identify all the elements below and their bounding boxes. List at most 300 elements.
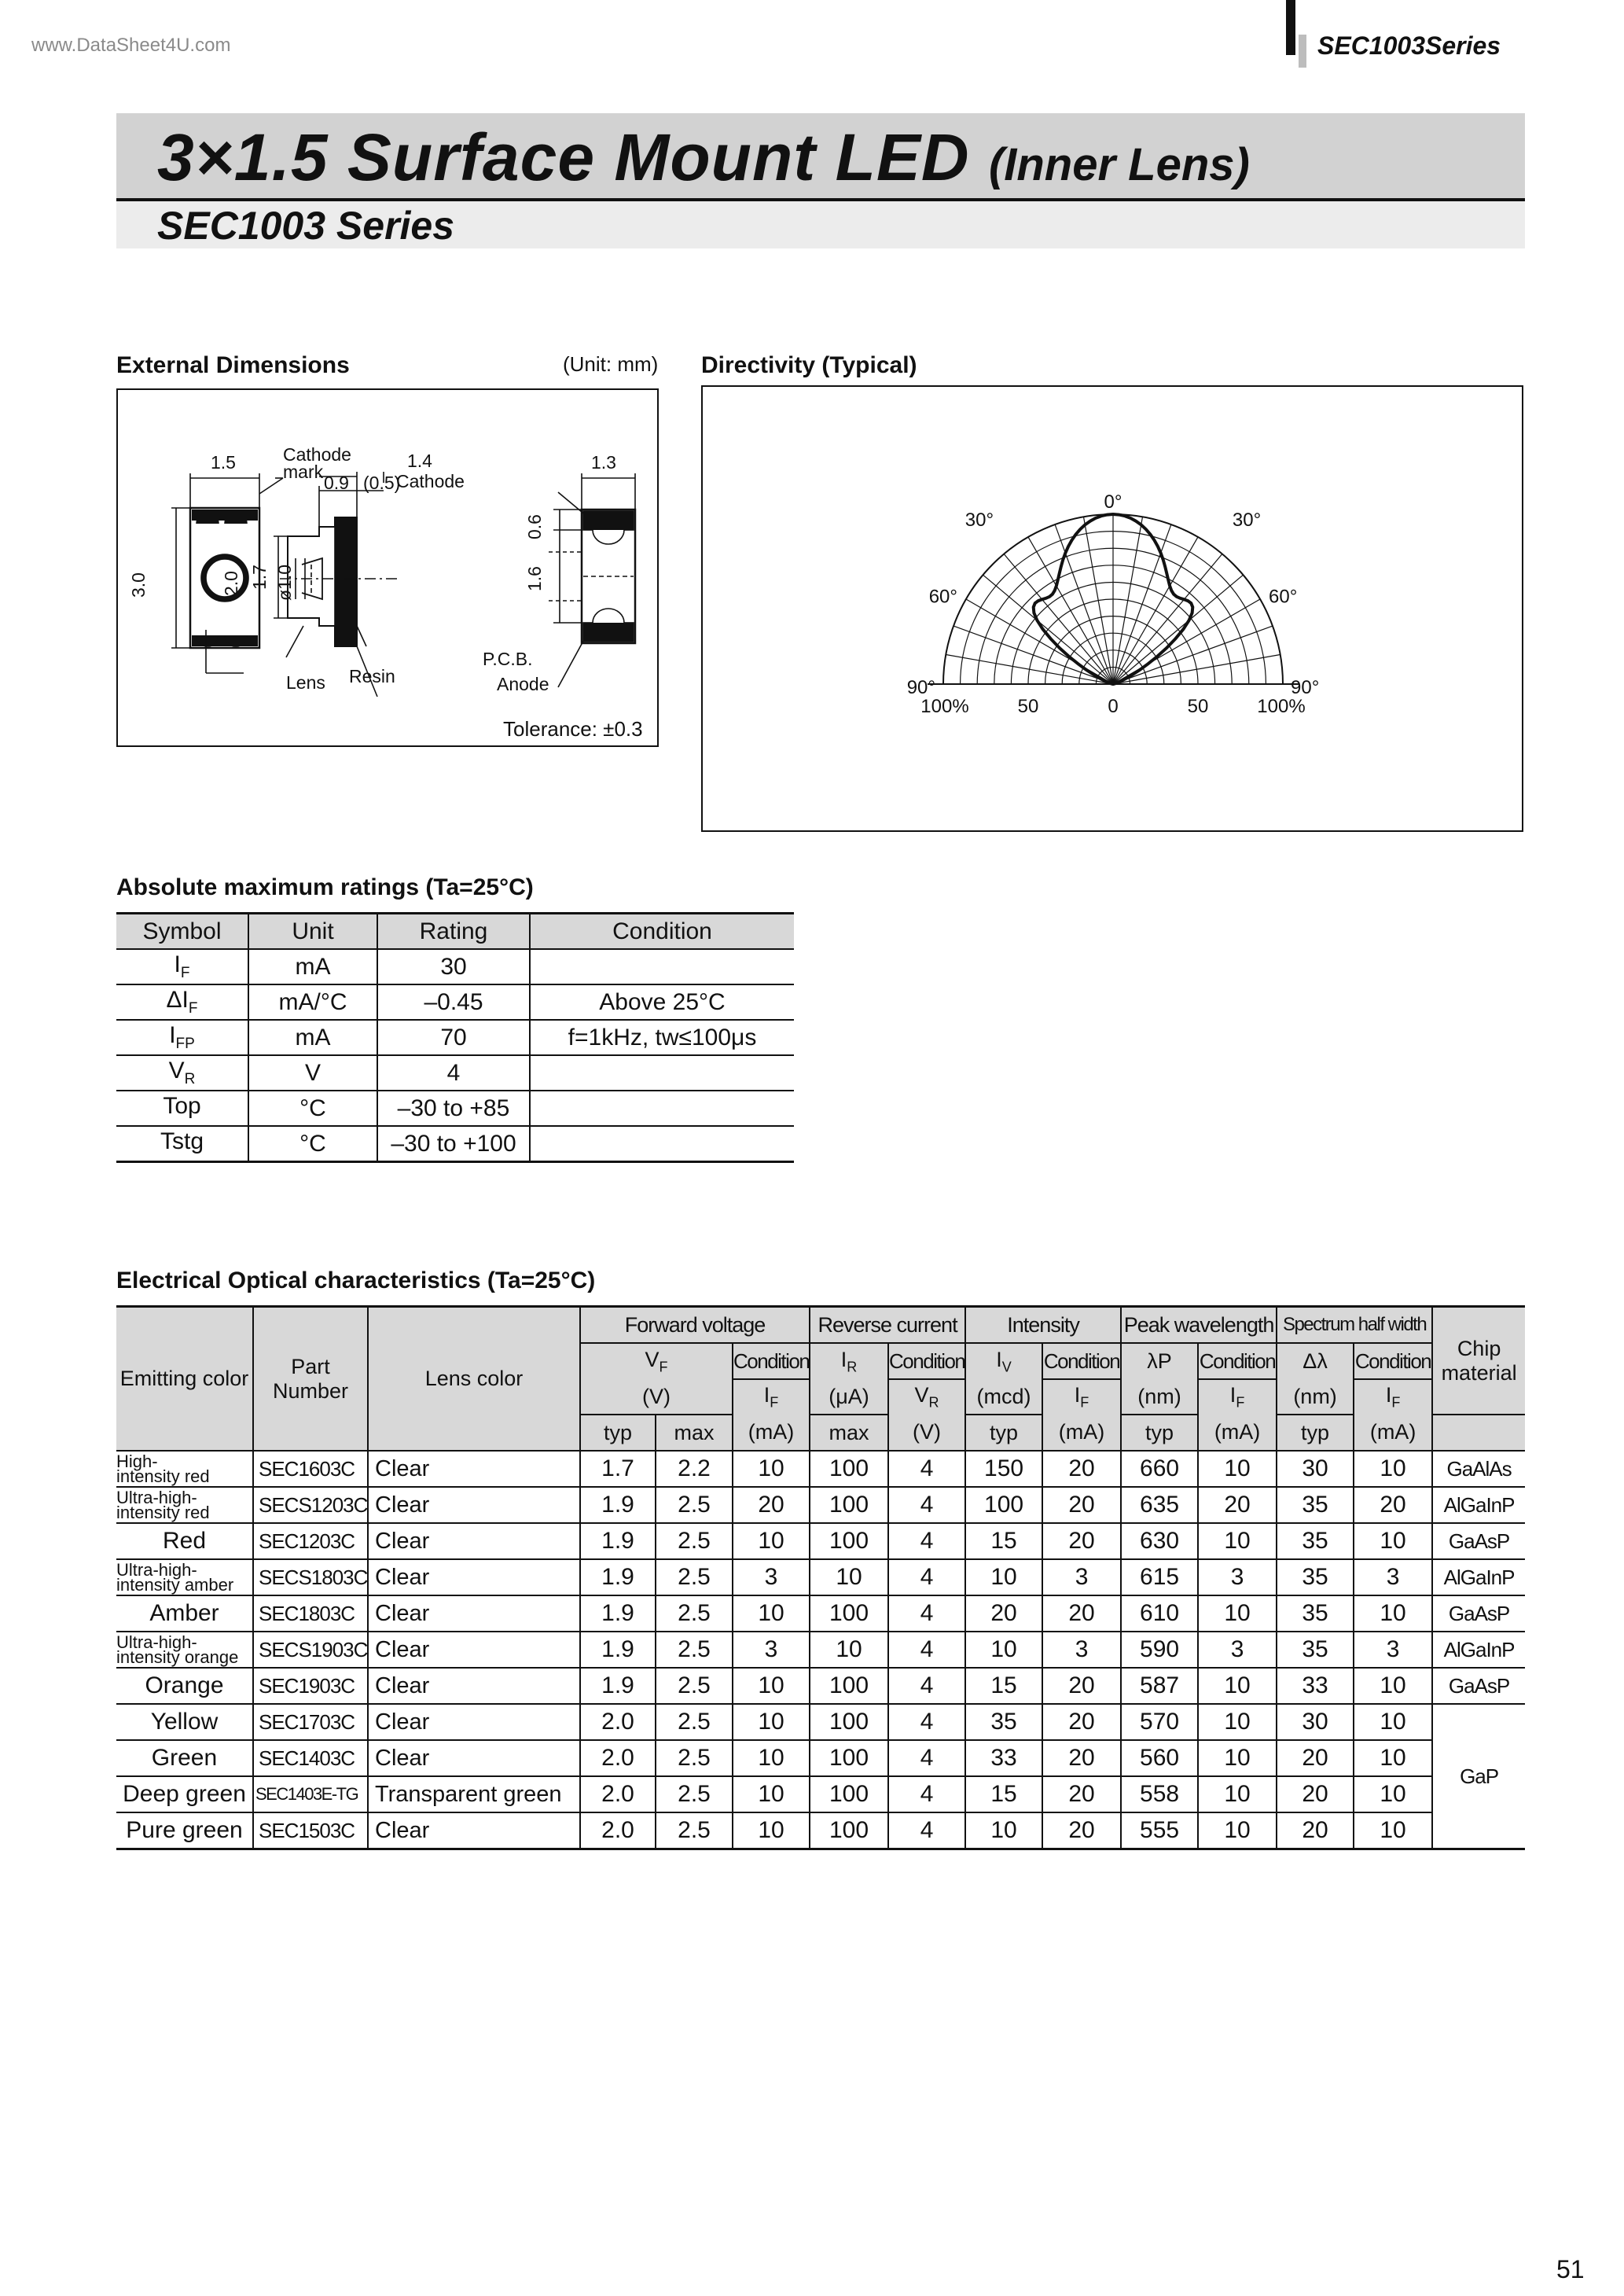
hdr-ir: $I_R$ — [810, 1343, 888, 1379]
hdr-dl-cond-if: $I_F$ — [1354, 1379, 1432, 1415]
abs-rating: 70 — [377, 1020, 530, 1055]
eo-vf-max: 2.5 — [656, 1812, 733, 1849]
col-symbol: Symbol — [116, 914, 248, 950]
eo-ir-vr: 4 — [888, 1595, 965, 1632]
eo-vf-if: 20 — [733, 1487, 810, 1523]
eo-lp-typ: 560 — [1121, 1740, 1198, 1776]
eo-vf-typ: 1.9 — [580, 1523, 656, 1559]
hdr-iv-unit: (mcd) — [965, 1379, 1042, 1415]
eo-vf-if: 3 — [733, 1559, 810, 1595]
hdr-chip-material: Chip material — [1432, 1307, 1525, 1415]
eo-dl-typ: 20 — [1277, 1776, 1354, 1812]
eo-dl-typ: 35 — [1277, 1523, 1354, 1559]
eo-chip-material: AlGaInP — [1432, 1632, 1525, 1668]
hdr-lp-ma: (mA) — [1198, 1415, 1277, 1451]
eo-vf-if: 10 — [733, 1776, 810, 1812]
dimensions-drawing — [118, 390, 657, 745]
eo-lens-color: Clear — [368, 1595, 580, 1632]
eo-lens-color: Clear — [368, 1632, 580, 1668]
eo-ir-vr: 4 — [888, 1740, 965, 1776]
angle-label-90-left: 90° — [906, 677, 935, 698]
eo-lp-if: 3 — [1198, 1559, 1277, 1595]
angle-label-90-right: 90° — [1291, 677, 1320, 698]
eo-dl-typ: 35 — [1277, 1487, 1354, 1523]
dim-label-lens-height: 1.7 — [249, 565, 270, 590]
dim-label-lens: Lens — [286, 672, 325, 693]
hdr-dl-unit: (nm) — [1277, 1379, 1354, 1415]
eo-chip-material: GaAsP — [1432, 1668, 1525, 1704]
eo-dl-if: 3 — [1354, 1632, 1432, 1668]
eo-ir-vr: 4 — [888, 1559, 965, 1595]
eo-vf-max: 2.5 — [656, 1559, 733, 1595]
eo-iv-if: 20 — [1042, 1487, 1121, 1523]
eo-lens-color: Transparent green — [368, 1776, 580, 1812]
eo-chip-material: GaAsP — [1432, 1523, 1525, 1559]
header-bar-mark — [1286, 0, 1295, 55]
eo-chip-material-gap: GaP — [1432, 1704, 1525, 1849]
eo-vf-if: 10 — [733, 1668, 810, 1704]
eo-vf-typ: 2.0 — [580, 1704, 656, 1740]
eo-emitting-color: High- intensity red — [116, 1451, 253, 1487]
eo-emitting-color: Amber — [116, 1595, 253, 1632]
eo-lp-typ: 555 — [1121, 1812, 1198, 1849]
eo-part-number: SEC1403E-TG — [253, 1776, 368, 1812]
eo-part-number: SEC1403C — [253, 1740, 368, 1776]
eo-ir-max: 100 — [810, 1812, 888, 1849]
eo-dl-if: 20 — [1354, 1487, 1432, 1523]
eo-ir-vr: 4 — [888, 1632, 965, 1668]
eo-row — [116, 1632, 1525, 1668]
eo-vf-if: 10 — [733, 1740, 810, 1776]
eo-dl-if: 10 — [1354, 1668, 1432, 1704]
abs-max-heading: Absolute maximum ratings (Ta=25°C) — [116, 874, 534, 900]
eo-emitting-color: Pure green — [116, 1812, 253, 1849]
hdr-vf-max: max — [656, 1415, 733, 1451]
abs-max-row — [116, 949, 794, 984]
eo-vf-max: 2.5 — [656, 1487, 733, 1523]
abs-unit: °C — [248, 1126, 377, 1162]
eo-row — [116, 1704, 1525, 1740]
eo-part-number: SECS1203C — [253, 1487, 368, 1523]
eo-row — [116, 1595, 1525, 1632]
angle-label-60-right: 60° — [1269, 586, 1298, 608]
eo-lens-color: Clear — [368, 1812, 580, 1849]
hdr-ir-max: max — [810, 1415, 888, 1451]
hdr-lp-cond-if: $I_F$ — [1198, 1379, 1277, 1415]
eo-ir-max: 100 — [810, 1487, 888, 1523]
scale-label-50-left: 50 — [1017, 696, 1039, 717]
eo-vf-if: 10 — [733, 1523, 810, 1559]
scale-label-50-right: 50 — [1187, 696, 1209, 717]
unit-note: (Unit: mm) — [563, 352, 659, 376]
hdr-vf-condition: Condition — [733, 1343, 810, 1379]
hdr-chip-blank — [1432, 1415, 1525, 1451]
external-dimensions-heading: External Dimensions — [116, 352, 350, 378]
dim-label-total-height: 3.0 — [128, 572, 149, 598]
eo-ir-vr: 4 — [888, 1776, 965, 1812]
hdr-vf: $V_F$ — [580, 1343, 733, 1379]
eo-lp-if: 10 — [1198, 1812, 1277, 1849]
eo-lens-color: Clear — [368, 1704, 580, 1740]
dim-label-pcb: P.C.B. — [483, 649, 533, 669]
abs-max-row — [116, 984, 794, 1020]
eo-lp-typ: 590 — [1121, 1632, 1198, 1668]
eo-vf-if: 3 — [733, 1632, 810, 1668]
eo-vf-typ: 2.0 — [580, 1740, 656, 1776]
eo-part-number: SECS1903C — [253, 1632, 368, 1668]
eo-iv-if: 20 — [1042, 1704, 1121, 1740]
hdr-emitting-color: Emitting color — [116, 1307, 253, 1452]
eo-emitting-color: Green — [116, 1740, 253, 1776]
hdr-vf-ma: (mA) — [733, 1415, 810, 1451]
eo-emitting-color: Deep green — [116, 1776, 253, 1812]
eo-ir-max: 100 — [810, 1704, 888, 1740]
hdr-dl-ma: (mA) — [1354, 1415, 1432, 1451]
eo-iv-if: 20 — [1042, 1776, 1121, 1812]
eo-heading: Electrical Optical characteristics (Ta=25°C) — [116, 1268, 596, 1293]
abs-max-row — [116, 1020, 794, 1055]
eo-row — [116, 1487, 1525, 1523]
eo-dl-if: 10 — [1354, 1812, 1432, 1849]
eo-vf-max: 2.5 — [656, 1776, 733, 1812]
eo-ir-vr: 4 — [888, 1704, 965, 1740]
eo-iv-typ: 10 — [965, 1812, 1042, 1849]
eo-table — [116, 1305, 1525, 1850]
eo-lens-color: Clear — [368, 1668, 580, 1704]
eo-lp-if: 10 — [1198, 1595, 1277, 1632]
eo-ir-max: 100 — [810, 1595, 888, 1632]
eo-iv-if: 3 — [1042, 1559, 1121, 1595]
eo-lp-if: 20 — [1198, 1487, 1277, 1523]
eo-lp-if: 10 — [1198, 1740, 1277, 1776]
angle-label-0: 0° — [1104, 491, 1122, 513]
abs-condition: Above 25°C — [530, 984, 794, 1020]
hdr-ir-condition: Condition — [888, 1343, 965, 1379]
eo-dl-if: 10 — [1354, 1451, 1432, 1487]
eo-vf-typ: 2.0 — [580, 1812, 656, 1849]
dim-label-mid-height: 1.6 — [524, 566, 545, 591]
abs-max-row — [116, 1126, 794, 1162]
eo-vf-if: 10 — [733, 1595, 810, 1632]
watermark-text: www.DataSheet4U.com — [31, 35, 231, 56]
page-subtitle: SEC1003 Series — [157, 204, 455, 248]
eo-vf-max: 2.5 — [656, 1632, 733, 1668]
page-number: 51 — [1556, 2255, 1585, 2283]
eo-part-number: SEC1203C — [253, 1523, 368, 1559]
dim-label-cathode-mark-2: mark — [283, 462, 324, 482]
eo-iv-typ: 33 — [965, 1740, 1042, 1776]
col-rating: Rating — [377, 914, 530, 950]
eo-iv-if: 20 — [1042, 1595, 1121, 1632]
hdr-intensity: Intensity — [965, 1307, 1121, 1344]
eo-chip-material: GaAsP — [1432, 1595, 1525, 1632]
eo-iv-typ: 15 — [965, 1523, 1042, 1559]
hdr-reverse-current: Reverse current — [810, 1307, 965, 1344]
dim-label-top-height: 0.6 — [524, 514, 545, 539]
abs-condition — [530, 1055, 794, 1091]
eo-lp-if: 10 — [1198, 1704, 1277, 1740]
eo-vf-if: 10 — [733, 1451, 810, 1487]
eo-vf-typ: 1.9 — [580, 1595, 656, 1632]
eo-vf-max: 2.5 — [656, 1704, 733, 1740]
eo-dl-if: 10 — [1354, 1740, 1432, 1776]
eo-dl-if: 10 — [1354, 1776, 1432, 1812]
eo-row — [116, 1523, 1525, 1559]
eo-lp-typ: 587 — [1121, 1668, 1198, 1704]
eo-lp-if: 3 — [1198, 1632, 1277, 1668]
eo-iv-if: 20 — [1042, 1668, 1121, 1704]
eo-dl-typ: 30 — [1277, 1451, 1354, 1487]
eo-ir-max: 100 — [810, 1523, 888, 1559]
dim-label-side-inner: 0.9 — [324, 473, 349, 493]
eo-lens-color: Clear — [368, 1740, 580, 1776]
scale-label-0: 0 — [1108, 696, 1119, 717]
hdr-part-number: Part Number — [253, 1307, 368, 1452]
eo-part-number: SEC1903C — [253, 1668, 368, 1704]
hdr-lp-typ: typ — [1121, 1415, 1198, 1451]
eo-row — [116, 1559, 1525, 1595]
col-condition: Condition — [530, 914, 794, 950]
eo-dl-typ: 20 — [1277, 1740, 1354, 1776]
eo-row — [116, 1668, 1525, 1704]
eo-ir-max: 100 — [810, 1776, 888, 1812]
eo-lp-typ: 615 — [1121, 1559, 1198, 1595]
hdr-ir-cond-vr: $V_R$ — [888, 1379, 965, 1415]
abs-symbol: $V_R$ — [116, 1055, 248, 1091]
eo-row — [116, 1812, 1525, 1849]
eo-dl-if: 3 — [1354, 1559, 1432, 1595]
hdr-peak-wavelength: Peak wavelength — [1121, 1307, 1277, 1344]
angle-label-30-right: 30° — [1232, 510, 1262, 532]
eo-vf-typ: 1.9 — [580, 1559, 656, 1595]
dim-label-lens-diameter: ø1.0 — [274, 564, 295, 601]
hdr-iv: $I_V$ — [965, 1343, 1042, 1379]
eo-lp-typ: 610 — [1121, 1595, 1198, 1632]
eo-lens-color: Clear — [368, 1451, 580, 1487]
dim-label-front-width: 1.5 — [211, 452, 236, 473]
eo-part-number: SEC1803C — [253, 1595, 368, 1632]
eo-part-number: SEC1703C — [253, 1704, 368, 1740]
scale-label-100-right: 100% — [1257, 696, 1306, 717]
eo-lp-typ: 660 — [1121, 1451, 1198, 1487]
eo-vf-if: 10 — [733, 1812, 810, 1849]
eo-part-number: SEC1603C — [253, 1451, 368, 1487]
eo-dl-typ: 33 — [1277, 1668, 1354, 1704]
abs-rating: 30 — [377, 949, 530, 984]
tolerance-note: Tolerance: ±0.3 — [503, 717, 643, 741]
eo-iv-if: 20 — [1042, 1812, 1121, 1849]
eo-emitting-color: Yellow — [116, 1704, 253, 1740]
dim-label-side-height: 2.0 — [221, 571, 241, 596]
eo-ir-max: 100 — [810, 1451, 888, 1487]
eo-vf-max: 2.5 — [656, 1595, 733, 1632]
eo-ir-max: 100 — [810, 1740, 888, 1776]
eo-ir-vr: 4 — [888, 1812, 965, 1849]
abs-condition — [530, 949, 794, 984]
dimensions-frame — [116, 388, 659, 747]
abs-unit: mA — [248, 1020, 377, 1055]
abs-rating: –0.45 — [377, 984, 530, 1020]
eo-lp-if: 10 — [1198, 1451, 1277, 1487]
hdr-vf-unit: (V) — [580, 1379, 733, 1415]
eo-row — [116, 1740, 1525, 1776]
eo-lens-color: Clear — [368, 1523, 580, 1559]
eo-lp-if: 10 — [1198, 1523, 1277, 1559]
eo-row — [116, 1451, 1525, 1487]
eo-iv-typ: 15 — [965, 1776, 1042, 1812]
abs-rating: –30 to +100 — [377, 1126, 530, 1162]
page-title-main: 3×1.5 Surface Mount LED — [157, 120, 970, 194]
hdr-spectrum-half-width: Spectrum half width — [1277, 1307, 1432, 1344]
eo-vf-typ: 1.9 — [580, 1668, 656, 1704]
abs-symbol: $I_F$ — [116, 949, 248, 984]
eo-lp-typ: 635 — [1121, 1487, 1198, 1523]
eo-vf-max: 2.5 — [656, 1668, 733, 1704]
hdr-iv-typ: typ — [965, 1415, 1042, 1451]
eo-dl-typ: 35 — [1277, 1632, 1354, 1668]
eo-dl-if: 10 — [1354, 1704, 1432, 1740]
abs-unit: mA — [248, 949, 377, 984]
dim-label-side-paren: (0.5) — [363, 473, 401, 493]
directivity-heading: Directivity (Typical) — [701, 352, 917, 378]
abs-unit: V — [248, 1055, 377, 1091]
angle-label-60-left: 60° — [928, 586, 957, 608]
eo-vf-typ: 1.7 — [580, 1451, 656, 1487]
hdr-ir-unit: (μA) — [810, 1379, 888, 1415]
eo-emitting-color: Ultra-high- intensity orange — [116, 1632, 253, 1668]
eo-ir-max: 10 — [810, 1632, 888, 1668]
eo-iv-typ: 10 — [965, 1632, 1042, 1668]
abs-max-row — [116, 1091, 794, 1126]
hdr-lp-unit: (nm) — [1121, 1379, 1198, 1415]
directivity-polar-chart — [703, 387, 1522, 830]
eo-lens-color: Clear — [368, 1487, 580, 1523]
abs-symbol: $\Delta I_F$ — [116, 984, 248, 1020]
header-bar-mark-grey — [1299, 35, 1306, 68]
hdr-dl: Δλ — [1277, 1343, 1354, 1379]
abs-unit: mA/°C — [248, 984, 377, 1020]
eo-lp-typ: 570 — [1121, 1704, 1198, 1740]
hdr-ir-v: (V) — [888, 1415, 965, 1451]
eo-part-number: SECS1803C — [253, 1559, 368, 1595]
eo-emitting-color: Ultra-high- intensity amber — [116, 1559, 253, 1595]
hdr-iv-condition: Condition — [1042, 1343, 1121, 1379]
hdr-lp: λP — [1121, 1343, 1198, 1379]
dim-label-back-width: 1.3 — [591, 452, 616, 473]
eo-vf-typ: 2.0 — [580, 1776, 656, 1812]
eo-vf-typ: 1.9 — [580, 1487, 656, 1523]
hdr-vf-typ: typ — [580, 1415, 656, 1451]
dim-label-resin: Resin — [349, 666, 395, 686]
hdr-iv-ma: (mA) — [1042, 1415, 1121, 1451]
hdr-dl-condition: Condition — [1354, 1343, 1432, 1379]
eo-dl-typ: 20 — [1277, 1812, 1354, 1849]
eo-lp-typ: 558 — [1121, 1776, 1198, 1812]
eo-vf-max: 2.2 — [656, 1451, 733, 1487]
hdr-lens-color: Lens color — [368, 1307, 580, 1452]
eo-iv-typ: 15 — [965, 1668, 1042, 1704]
eo-iv-typ: 20 — [965, 1595, 1042, 1632]
hdr-iv-cond-if: $I_F$ — [1042, 1379, 1121, 1415]
eo-iv-typ: 35 — [965, 1704, 1042, 1740]
eo-vf-max: 2.5 — [656, 1740, 733, 1776]
dim-label-anode: Anode — [497, 674, 549, 694]
eo-lp-if: 10 — [1198, 1668, 1277, 1704]
abs-symbol: Top — [116, 1091, 248, 1126]
eo-dl-if: 10 — [1354, 1523, 1432, 1559]
abs-unit: °C — [248, 1091, 377, 1126]
eo-iv-if: 20 — [1042, 1740, 1121, 1776]
abs-max-row — [116, 1055, 794, 1091]
hdr-vf-cond-if: $I_F$ — [733, 1379, 810, 1415]
eo-vf-if: 10 — [733, 1704, 810, 1740]
abs-max-header-row — [116, 914, 794, 950]
eo-lens-color: Clear — [368, 1559, 580, 1595]
eo-lp-if: 10 — [1198, 1776, 1277, 1812]
eo-lp-typ: 630 — [1121, 1523, 1198, 1559]
eo-emitting-color: Orange — [116, 1668, 253, 1704]
eo-dl-typ: 35 — [1277, 1595, 1354, 1632]
eo-vf-typ: 1.9 — [580, 1632, 656, 1668]
abs-condition — [530, 1091, 794, 1126]
eo-iv-typ: 10 — [965, 1559, 1042, 1595]
eo-chip-material: AlGaInP — [1432, 1559, 1525, 1595]
dim-label-cathode-mark-1: Cathode — [283, 444, 351, 465]
eo-ir-vr: 4 — [888, 1487, 965, 1523]
eo-iv-if: 3 — [1042, 1632, 1121, 1668]
eo-dl-if: 10 — [1354, 1595, 1432, 1632]
eo-iv-if: 20 — [1042, 1523, 1121, 1559]
hdr-dl-typ: typ — [1277, 1415, 1354, 1451]
eo-chip-material: AlGaInP — [1432, 1487, 1525, 1523]
scale-label-100-left: 100% — [920, 696, 969, 717]
eo-ir-vr: 4 — [888, 1668, 965, 1704]
abs-rating: 4 — [377, 1055, 530, 1091]
eo-ir-max: 10 — [810, 1559, 888, 1595]
abs-rating: –30 to +85 — [377, 1091, 530, 1126]
directivity-frame — [701, 385, 1523, 832]
eo-part-number: SEC1503C — [253, 1812, 368, 1849]
angle-label-30-left: 30° — [964, 510, 994, 532]
abs-condition: f=1kHz, tw≤100μs — [530, 1020, 794, 1055]
eo-row — [116, 1776, 1525, 1812]
eo-vf-max: 2.5 — [656, 1523, 733, 1559]
eo-emitting-color: Red — [116, 1523, 253, 1559]
eo-dl-typ: 30 — [1277, 1704, 1354, 1740]
eo-ir-vr: 4 — [888, 1523, 965, 1559]
eo-iv-typ: 150 — [965, 1451, 1042, 1487]
eo-ir-max: 100 — [810, 1668, 888, 1704]
col-unit: Unit — [248, 914, 377, 950]
abs-max-table — [116, 912, 794, 1163]
eo-emitting-color: Ultra-high- intensity red — [116, 1487, 253, 1523]
page-title-sub: (Inner Lens) — [988, 139, 1250, 190]
dim-label-cathode: Cathode — [396, 471, 465, 491]
abs-condition — [530, 1126, 794, 1162]
eo-dl-typ: 35 — [1277, 1559, 1354, 1595]
series-tag: SEC1003Series — [1317, 31, 1501, 60]
abs-symbol: Tstg — [116, 1126, 248, 1162]
abs-symbol: $I_{FP}$ — [116, 1020, 248, 1055]
dim-label-side-width: 1.4 — [407, 451, 432, 471]
hdr-lp-condition: Condition — [1198, 1343, 1277, 1379]
eo-iv-if: 20 — [1042, 1451, 1121, 1487]
eo-ir-vr: 4 — [888, 1451, 965, 1487]
eo-chip-material: GaAlAs — [1432, 1451, 1525, 1487]
hdr-forward-voltage: Forward voltage — [580, 1307, 810, 1344]
eo-iv-typ: 100 — [965, 1487, 1042, 1523]
page-title — [157, 120, 1250, 196]
